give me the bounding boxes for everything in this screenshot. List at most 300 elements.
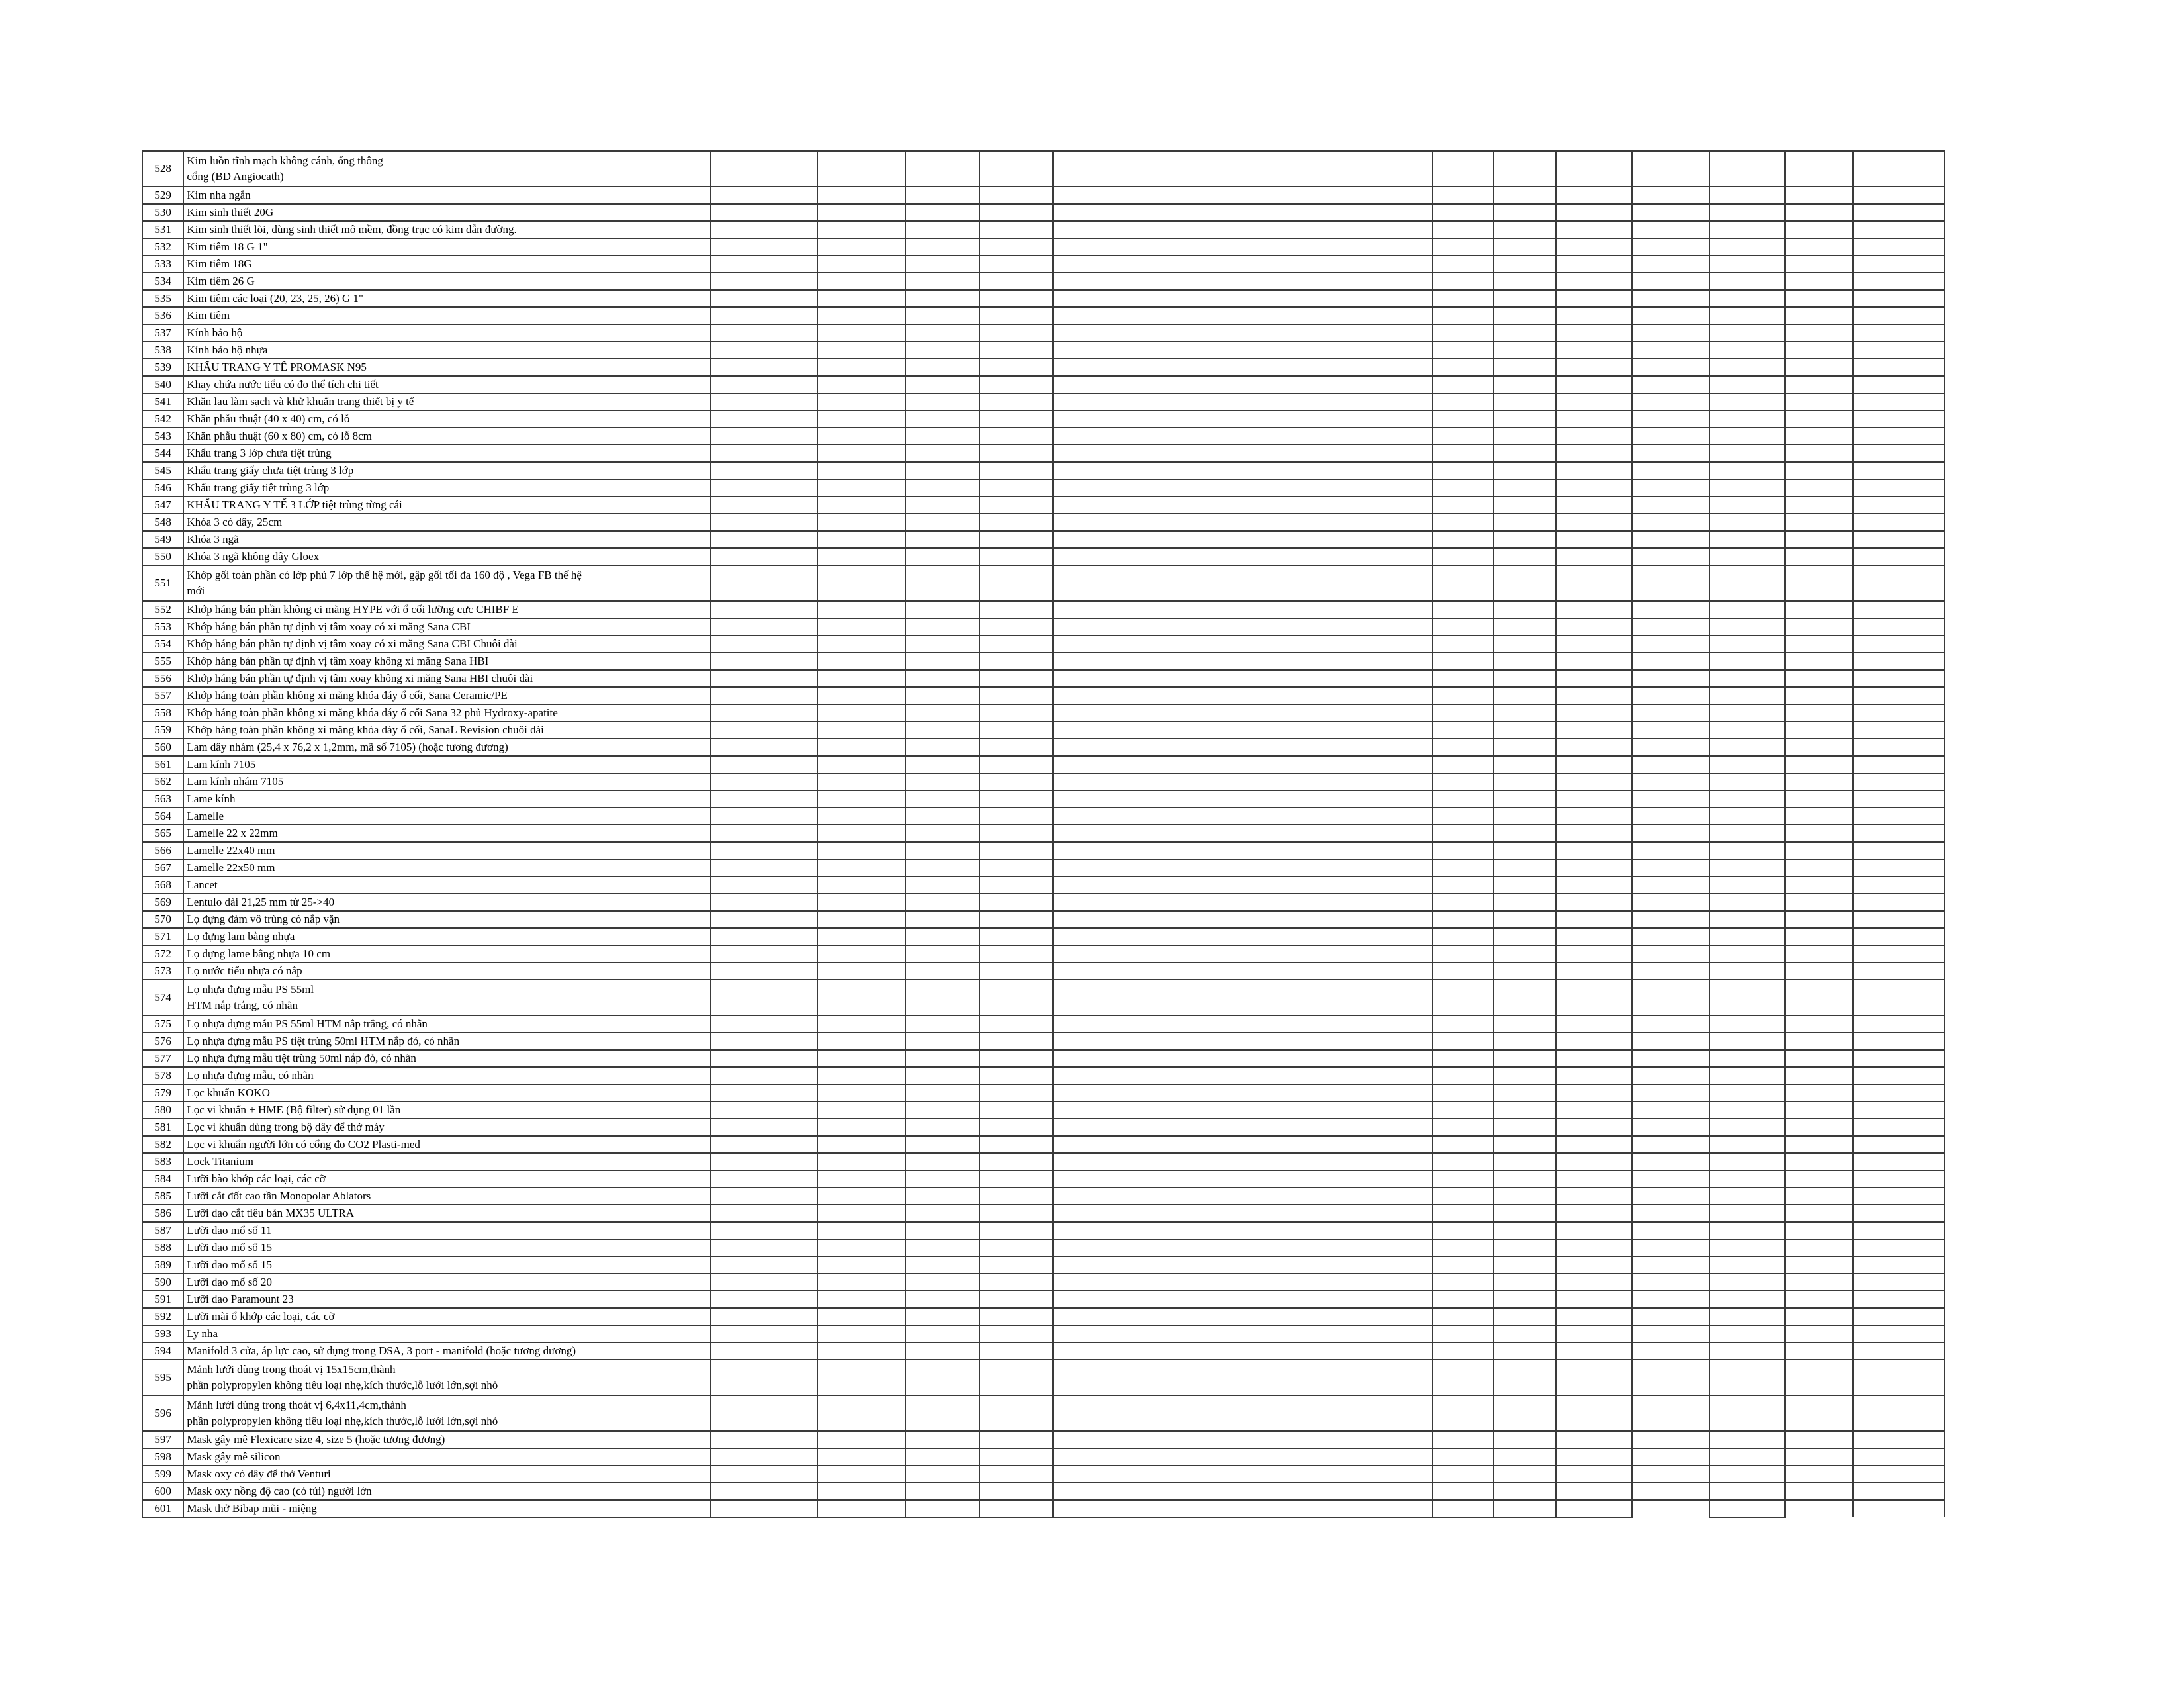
empty-cell (1632, 1067, 1709, 1084)
empty-cell (1709, 290, 1786, 307)
empty-cell (1494, 1360, 1557, 1395)
empty-cell (1432, 548, 1494, 565)
empty-cell (1632, 1448, 1709, 1466)
empty-cell (1709, 187, 1786, 204)
empty-cell (905, 342, 980, 359)
empty-cell (1632, 1360, 1709, 1395)
empty-cell (1494, 1483, 1557, 1500)
empty-cell (1785, 687, 1853, 704)
empty-cell (1709, 1308, 1786, 1325)
empty-cell (1853, 1170, 1944, 1188)
empty-cell (1053, 1256, 1432, 1274)
empty-cell (1632, 1274, 1709, 1291)
empty-cell (711, 1466, 817, 1483)
empty-cell (1785, 1483, 1853, 1500)
table-row (142, 1256, 1944, 1274)
empty-cell (1556, 1239, 1632, 1256)
empty-cell (905, 393, 980, 410)
empty-cell (1853, 1084, 1944, 1102)
table-row (142, 1067, 1944, 1084)
empty-cell (1632, 548, 1709, 565)
empty-cell (979, 479, 1053, 496)
empty-cell (1053, 1274, 1432, 1291)
empty-cell (1709, 756, 1786, 773)
table-row (142, 1395, 1944, 1431)
empty-cell (1709, 221, 1786, 238)
empty-cell (1853, 273, 1944, 290)
table-row (142, 635, 1944, 653)
empty-cell (711, 842, 817, 859)
empty-cell (1853, 687, 1944, 704)
item-name: Lock Titanium (183, 1153, 711, 1170)
empty-cell (1632, 1015, 1709, 1033)
empty-cell (817, 962, 905, 980)
empty-cell (817, 1256, 905, 1274)
empty-cell (1853, 704, 1944, 722)
item-name: Khăn lau làm sạch và khử khuẩn trang thiết bị y tế (183, 393, 711, 410)
row-number: 587 (142, 1222, 183, 1239)
empty-cell (1632, 187, 1709, 204)
empty-cell (1494, 1239, 1557, 1256)
empty-cell (1853, 876, 1944, 894)
empty-cell (979, 635, 1053, 653)
empty-cell (1556, 1084, 1632, 1102)
empty-cell (711, 479, 817, 496)
item-name: Khớp háng bán phần tự định vị tâm xoay không xi măng Sana HBI (183, 653, 711, 670)
row-number: 566 (142, 842, 183, 859)
empty-cell (1053, 773, 1432, 790)
empty-cell (817, 1136, 905, 1153)
empty-cell (1556, 445, 1632, 462)
empty-cell (1632, 307, 1709, 324)
empty-cell (1785, 1084, 1853, 1102)
empty-cell (905, 704, 980, 722)
empty-cell (711, 1222, 817, 1239)
empty-cell (1785, 1342, 1853, 1360)
empty-cell (1432, 1291, 1494, 1308)
empty-cell (1853, 151, 1944, 187)
empty-cell (1853, 790, 1944, 808)
empty-cell (1053, 1466, 1432, 1483)
empty-cell (817, 1033, 905, 1050)
item-name: Khẩu trang 3 lớp chưa tiệt trùng (183, 445, 711, 462)
empty-cell (1556, 1483, 1632, 1500)
empty-cell (1432, 1483, 1494, 1500)
empty-cell (1053, 273, 1432, 290)
empty-cell (1053, 980, 1432, 1015)
empty-cell (817, 825, 905, 842)
empty-cell (1556, 1308, 1632, 1325)
empty-cell (1632, 1256, 1709, 1274)
empty-cell (1432, 1153, 1494, 1170)
empty-cell (1494, 945, 1557, 962)
empty-cell (711, 670, 817, 687)
empty-cell (711, 1431, 817, 1448)
row-number: 554 (142, 635, 183, 653)
empty-cell (905, 1483, 980, 1500)
empty-cell (1709, 496, 1786, 514)
empty-cell (905, 151, 980, 187)
empty-cell (1432, 1448, 1494, 1466)
empty-cell (1556, 911, 1632, 928)
empty-cell (979, 1033, 1053, 1050)
empty-cell (1556, 1153, 1632, 1170)
empty-cell (1709, 342, 1786, 359)
empty-cell (1494, 445, 1557, 462)
empty-cell (1432, 808, 1494, 825)
empty-cell (711, 859, 817, 876)
empty-cell (1632, 653, 1709, 670)
empty-cell (711, 1325, 817, 1342)
item-name: Mask oxy nồng độ cao (có túi) người lớn (183, 1483, 711, 1500)
item-name: Mask gây mê silicon (183, 1448, 711, 1466)
empty-cell (1709, 1188, 1786, 1205)
empty-cell (1053, 290, 1432, 307)
empty-cell (1556, 238, 1632, 256)
empty-cell (1785, 1256, 1853, 1274)
empty-cell (1556, 1342, 1632, 1360)
item-name: Khóa 3 có dây, 25cm (183, 514, 711, 531)
empty-cell (1494, 1136, 1557, 1153)
empty-cell (817, 256, 905, 273)
empty-cell (1632, 514, 1709, 531)
empty-cell (817, 1448, 905, 1466)
empty-cell (1709, 462, 1786, 479)
empty-cell (905, 962, 980, 980)
empty-cell (1632, 928, 1709, 945)
empty-cell (905, 496, 980, 514)
empty-cell (1556, 1395, 1632, 1431)
empty-cell (1709, 1256, 1786, 1274)
empty-cell (1785, 704, 1853, 722)
empty-cell (1432, 876, 1494, 894)
empty-cell (1432, 376, 1494, 393)
empty-cell (1853, 1256, 1944, 1274)
empty-cell (1632, 393, 1709, 410)
empty-cell (817, 428, 905, 445)
item-name: Lam dây nhám (25,4 x 76,2 x 1,2mm, mã số 7105) (hoặc tương đương) (183, 739, 711, 756)
empty-cell (979, 221, 1053, 238)
empty-cell (1053, 1067, 1432, 1084)
empty-cell (711, 894, 817, 911)
table-row (142, 1084, 1944, 1102)
empty-cell (1785, 894, 1853, 911)
empty-cell (1432, 151, 1494, 187)
empty-cell (905, 1342, 980, 1360)
empty-cell (1853, 1360, 1944, 1395)
empty-cell (1853, 808, 1944, 825)
empty-cell (1785, 980, 1853, 1015)
empty-cell (1053, 825, 1432, 842)
empty-cell (979, 359, 1053, 376)
empty-cell (1556, 376, 1632, 393)
empty-cell (1432, 1500, 1494, 1517)
empty-cell (1709, 1084, 1786, 1102)
empty-cell (1556, 514, 1632, 531)
empty-cell (979, 601, 1053, 618)
empty-cell (1053, 928, 1432, 945)
item-name: Khớp háng bán phần tự định vị tâm xoay có xi măng Sana CBI Chuôi dài (183, 635, 711, 653)
item-name: Lam kính 7105 (183, 756, 711, 773)
empty-cell (1709, 1033, 1786, 1050)
empty-cell (1632, 687, 1709, 704)
empty-cell (1853, 1222, 1944, 1239)
empty-cell (1432, 1033, 1494, 1050)
empty-cell (905, 1448, 980, 1466)
empty-cell (1785, 911, 1853, 928)
empty-cell (1432, 393, 1494, 410)
row-number: 532 (142, 238, 183, 256)
empty-cell (979, 393, 1053, 410)
table-row (142, 428, 1944, 445)
empty-cell (1632, 376, 1709, 393)
empty-cell (1556, 1033, 1632, 1050)
empty-cell (1785, 1291, 1853, 1308)
empty-cell (1556, 565, 1632, 601)
empty-cell (1853, 825, 1944, 842)
supplies-table (142, 150, 1945, 1518)
empty-cell (1709, 842, 1786, 859)
table-row (142, 531, 1944, 548)
empty-cell (1785, 1136, 1853, 1153)
empty-cell (1632, 980, 1709, 1015)
empty-cell (1853, 548, 1944, 565)
empty-cell (1494, 1188, 1557, 1205)
empty-cell (1432, 1395, 1494, 1431)
empty-cell (1432, 1431, 1494, 1448)
empty-cell (1494, 187, 1557, 204)
empty-cell (817, 1466, 905, 1483)
empty-cell (1053, 1500, 1432, 1517)
empty-cell (1432, 1342, 1494, 1360)
row-number: 557 (142, 687, 183, 704)
empty-cell (1556, 479, 1632, 496)
empty-cell (1853, 1308, 1944, 1325)
empty-cell (1785, 756, 1853, 773)
empty-cell (1494, 1431, 1557, 1448)
empty-cell (711, 548, 817, 565)
empty-cell (1494, 670, 1557, 687)
empty-cell (1632, 876, 1709, 894)
empty-cell (979, 445, 1053, 462)
empty-cell (817, 514, 905, 531)
empty-cell (1053, 531, 1432, 548)
empty-cell (1432, 187, 1494, 204)
empty-cell (1853, 1067, 1944, 1084)
empty-cell (979, 859, 1053, 876)
empty-cell (1853, 962, 1944, 980)
empty-cell (1853, 514, 1944, 531)
empty-cell (1785, 479, 1853, 496)
item-name-line: mới (187, 585, 205, 597)
table-row (142, 1342, 1944, 1360)
empty-cell (1556, 1119, 1632, 1136)
empty-cell (1432, 531, 1494, 548)
empty-cell (1494, 739, 1557, 756)
empty-cell (1853, 238, 1944, 256)
empty-cell (1053, 894, 1432, 911)
item-name-line: Lọ nhựa đựng mẫu PS 55ml (187, 983, 314, 996)
empty-cell (905, 307, 980, 324)
empty-cell (1053, 653, 1432, 670)
empty-cell (979, 962, 1053, 980)
empty-cell (905, 618, 980, 635)
empty-cell (711, 1274, 817, 1291)
empty-cell (1432, 1205, 1494, 1222)
empty-cell (817, 531, 905, 548)
empty-cell (1709, 601, 1786, 618)
row-number: 572 (142, 945, 183, 962)
empty-cell (979, 1448, 1053, 1466)
empty-cell (1853, 462, 1944, 479)
empty-cell (1632, 1431, 1709, 1448)
table-row (142, 653, 1944, 670)
empty-cell (905, 653, 980, 670)
empty-cell (1853, 342, 1944, 359)
table-row (142, 790, 1944, 808)
item-name: Mask oxy có dây để thở Venturi (183, 1466, 711, 1483)
empty-cell (817, 790, 905, 808)
empty-cell (1053, 1342, 1432, 1360)
empty-cell (1709, 945, 1786, 962)
row-number: 551 (142, 565, 183, 601)
empty-cell (817, 618, 905, 635)
empty-cell (1432, 565, 1494, 601)
empty-cell (1432, 635, 1494, 653)
empty-cell (711, 290, 817, 307)
empty-cell (1853, 479, 1944, 496)
empty-cell (1785, 1274, 1853, 1291)
empty-cell (1632, 1033, 1709, 1050)
empty-cell (905, 204, 980, 221)
item-name: Manifold 3 cửa, áp lực cao, sử dụng trong DSA, 3 port - manifold (hoặc tương đương) (183, 1342, 711, 1360)
row-number: 539 (142, 359, 183, 376)
table-row (142, 722, 1944, 739)
empty-cell (1432, 290, 1494, 307)
empty-cell (1632, 859, 1709, 876)
item-name: Lọ đựng lam bằng nhựa (183, 928, 711, 945)
item-name: Lọ nhựa đựng mẫu, có nhãn (183, 1067, 711, 1084)
empty-cell (817, 722, 905, 739)
empty-cell (711, 635, 817, 653)
item-name: Lọ nước tiểu nhựa có nắp (183, 962, 711, 980)
empty-cell (711, 773, 817, 790)
empty-cell (905, 1119, 980, 1136)
empty-cell (1632, 1119, 1709, 1136)
empty-cell (1556, 1222, 1632, 1239)
empty-cell (1785, 739, 1853, 756)
table-row (142, 1308, 1944, 1325)
empty-cell (1053, 462, 1432, 479)
empty-cell (979, 1170, 1053, 1188)
empty-cell (1709, 773, 1786, 790)
row-number: 591 (142, 1291, 183, 1308)
empty-cell (1494, 980, 1557, 1015)
table-row (142, 756, 1944, 773)
empty-cell (1853, 756, 1944, 773)
row-number: 574 (142, 980, 183, 1015)
empty-cell (817, 1308, 905, 1325)
item-name-line: HTM nắp trắng, có nhãn (187, 999, 298, 1011)
empty-cell (1556, 722, 1632, 739)
row-number: 563 (142, 790, 183, 808)
empty-cell (817, 307, 905, 324)
empty-cell (1556, 324, 1632, 342)
empty-cell (905, 739, 980, 756)
empty-cell (711, 687, 817, 704)
empty-cell (905, 1325, 980, 1342)
empty-cell (1494, 428, 1557, 445)
empty-cell (1785, 307, 1853, 324)
empty-cell (817, 1188, 905, 1205)
empty-cell (1632, 238, 1709, 256)
empty-cell (1556, 462, 1632, 479)
empty-cell (905, 601, 980, 618)
table-row (142, 256, 1944, 273)
empty-cell (1494, 1067, 1557, 1084)
empty-cell (979, 307, 1053, 324)
empty-cell (1709, 565, 1786, 601)
empty-cell (711, 945, 817, 962)
empty-cell (817, 393, 905, 410)
empty-cell (1785, 808, 1853, 825)
item-name: Lọc vi khuẩn dùng trong bộ dây để thở máy (183, 1119, 711, 1136)
table-row (142, 376, 1944, 393)
empty-cell (1556, 221, 1632, 238)
row-number: 548 (142, 514, 183, 531)
empty-cell (1494, 1500, 1557, 1517)
empty-cell (1556, 1205, 1632, 1222)
empty-cell (1053, 1308, 1432, 1325)
empty-cell (1785, 514, 1853, 531)
row-number: 581 (142, 1119, 183, 1136)
table-row (142, 1170, 1944, 1188)
row-number: 595 (142, 1360, 183, 1395)
row-number: 565 (142, 825, 183, 842)
empty-cell (1785, 876, 1853, 894)
row-number: 538 (142, 342, 183, 359)
empty-cell (817, 376, 905, 393)
item-name: Lamelle (183, 808, 711, 825)
empty-cell (1494, 687, 1557, 704)
empty-cell (1494, 393, 1557, 410)
row-number: 555 (142, 653, 183, 670)
empty-cell (905, 773, 980, 790)
empty-cell (711, 825, 817, 842)
empty-cell (1632, 945, 1709, 962)
empty-cell (1494, 704, 1557, 722)
empty-cell (1709, 825, 1786, 842)
empty-cell (1709, 1222, 1786, 1239)
empty-cell (979, 565, 1053, 601)
empty-cell (1556, 618, 1632, 635)
empty-cell (1853, 618, 1944, 635)
empty-cell (817, 1067, 905, 1084)
empty-cell (905, 462, 980, 479)
empty-cell (1432, 514, 1494, 531)
empty-cell (979, 342, 1053, 359)
empty-cell (1632, 808, 1709, 825)
empty-cell (1632, 722, 1709, 739)
empty-cell (979, 238, 1053, 256)
empty-cell (1556, 1067, 1632, 1084)
row-number: 582 (142, 1136, 183, 1153)
empty-cell (1432, 307, 1494, 324)
empty-cell (711, 1050, 817, 1067)
empty-cell (905, 808, 980, 825)
row-number: 556 (142, 670, 183, 687)
empty-cell (1632, 739, 1709, 756)
